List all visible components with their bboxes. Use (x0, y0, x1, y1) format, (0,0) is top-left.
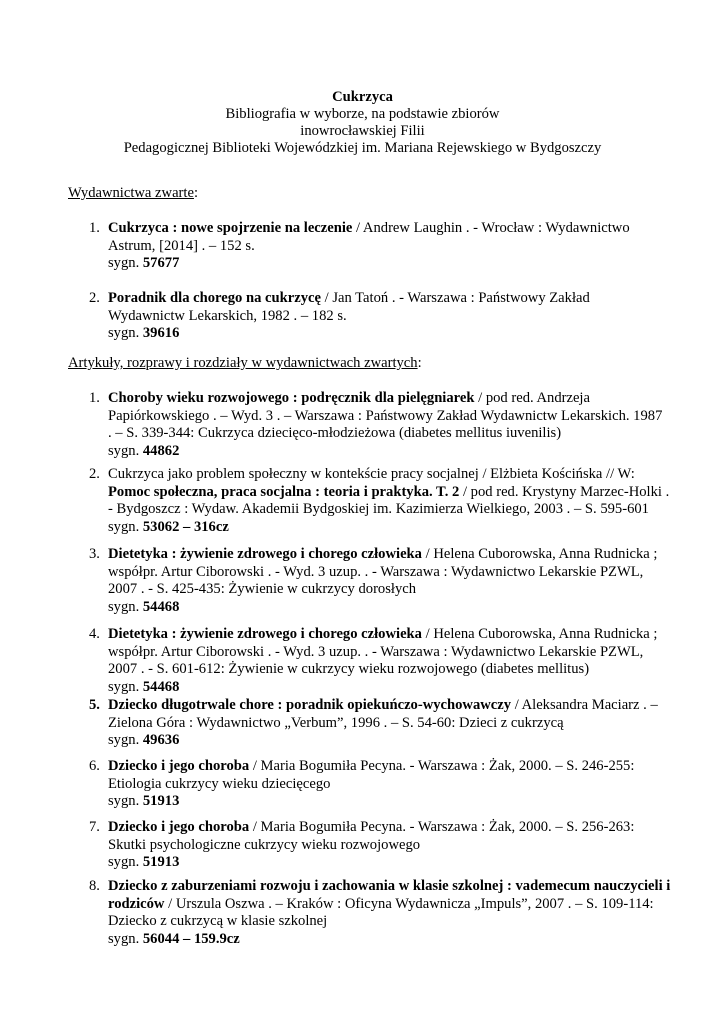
entry-line (108, 390, 688, 408)
entry-segment: Papiórkowskiego . – Wyd. 3 . – Warszawa : Państwowy Zakład Wydawnictw Lekarskich. 1987 (108, 407, 663, 424)
entry-text (108, 466, 688, 536)
entry-line (108, 290, 688, 308)
entry-segment: Dziecko z cukrzycą w klasie szkolnej (108, 913, 328, 929)
entry-number: 5. (89, 697, 100, 713)
entry-number: 4. (89, 626, 100, 642)
subtitle-line-3: Pedagogicznej Biblioteki Wojewódzkiej im. Mariana Rejewskiego w Bydgoszczy (123, 140, 602, 156)
entry-text (108, 290, 688, 343)
entry-line (108, 443, 688, 461)
entry-line (108, 238, 688, 256)
entry-segment: / Urszula Oszwa . – Kraków : Oficyna Wydawnicza „Impuls”, 2007 . – S. 109-114: (164, 895, 654, 912)
entry-segment: sygn. (108, 732, 143, 748)
entry-number: 1. (89, 390, 100, 406)
entry-segment: - Bydgoszcz : Wydaw. Akademii Bydgoskiej im. Kazimierza Wielkiego, 2003 . – S. 595-601 (108, 501, 649, 517)
entry-line (108, 837, 688, 855)
entry-segment: sygn. (108, 325, 143, 341)
entry-line (108, 697, 688, 715)
entry-line (108, 626, 688, 644)
entry-segment: Astrum, [2014] . – 152 s. (108, 237, 255, 254)
entry-bold-segment: Choroby wieku rozwojowego : podręcznik dla pielęgniarek (108, 390, 475, 406)
entry-line (108, 484, 688, 502)
entry-line (108, 308, 688, 326)
entry-line (108, 255, 688, 273)
entry-segment: współpr. Artur Ciborowski . - Wyd. 3 uzup. . - Warszawa : Wydawnictwo Lekarskie PZWL, (108, 643, 644, 660)
entry-segment: / Maria Bogumiła Pecyna. - Warszawa : Żak, 2000. – S. 246-255: (249, 758, 635, 774)
entry-line (108, 878, 688, 896)
section-heading-books (68, 184, 198, 202)
section-heading-colon: : (417, 355, 422, 371)
entry-text (108, 758, 688, 811)
entry-segment: Zielona Góra : Wydawnictwo „Verbum”, 1996 . – S. 54-60: Dzieci z cukrzycą (108, 714, 564, 731)
entry-line (108, 325, 688, 343)
entry-segment: sygn. (108, 854, 143, 870)
entry-number: 2. (89, 466, 100, 482)
entry-line (108, 425, 688, 443)
entry-line (108, 715, 688, 733)
entry-bold-segment: 54468 (142, 678, 180, 695)
entry-line (108, 854, 688, 872)
entry-number: 2. (89, 290, 100, 306)
entry-line (108, 564, 688, 582)
entry-line (108, 466, 688, 484)
entry-bold-segment: Dziecko długotrwale chore : poradnik opiekuńczo-wychowawczy (108, 697, 512, 713)
entry-segment: sygn. (108, 930, 143, 947)
entry-line (108, 220, 688, 238)
entry-line (108, 599, 688, 617)
entry-segment: Skutki psychologiczne cukrzycy wieku rozwojowego (108, 836, 421, 853)
entry-segment: sygn. (108, 598, 143, 615)
entry-line (108, 501, 688, 519)
entry-bold-segment: Dziecko i jego choroba (108, 819, 250, 835)
entry-bold-segment: Dietetyka : żywienie zdrowego i chorego człowieka (108, 546, 422, 562)
entry-bold-segment: 53062 – 316cz (142, 518, 229, 535)
entry-bold-segment: 56044 – 159.9cz (142, 930, 240, 947)
entry-line (108, 581, 688, 599)
entry-segment: sygn. (108, 678, 143, 695)
entry-number: 3. (89, 546, 100, 562)
subtitle-line-1: Bibliografia w wyborze, na podstawie zbiorów (225, 106, 500, 122)
entry-line (108, 679, 688, 697)
entry-line (108, 819, 688, 837)
entry-line (108, 776, 688, 794)
entry-line (108, 758, 688, 776)
entry-bold-segment: 44862 (142, 442, 180, 459)
section-heading-text: Wydawnictwa zwarte (68, 185, 194, 201)
entry-bold-segment: 51913 (142, 793, 180, 809)
entry-line (108, 793, 688, 811)
entry-text (108, 546, 688, 616)
entry-text (108, 819, 688, 872)
entry-segment: / pod red. Andrzeja (474, 390, 590, 406)
entry-number: 7. (89, 819, 100, 835)
entry-segment: / Jan Tatoń . - Warszawa : Państwowy Zakład (320, 290, 590, 306)
entry-segment: / Maria Bogumiła Pecyna. - Warszawa : Żak, 2000. – S. 256-263: (249, 819, 635, 835)
entry-segment: 2007 . - S. 425-435: Żywienie w cukrzycy dorosłych (108, 581, 417, 597)
entry-segment: / Aleksandra Maciarz . – (511, 697, 658, 713)
entry-text (108, 390, 688, 460)
entry-bold-segment: 54468 (142, 598, 180, 615)
entry-segment: Etiologia cukrzycy wieku dziecięcego (108, 775, 331, 792)
entry-segment: / Helena Cuborowska, Anna Rudnicka ; (421, 626, 658, 642)
entry-bold-segment: Dziecko i jego choroba (108, 758, 250, 774)
entry-segment: . – S. 339-344: Cukrzyca dziecięco-młodzieżowa (diabetes mellitus iuvenilis) (108, 425, 562, 441)
entry-segment: sygn. (108, 442, 143, 459)
entry-line (108, 644, 688, 662)
entry-segment: sygn. (108, 793, 143, 809)
section-heading-articles (68, 354, 422, 372)
entry-segment: / Helena Cuborowska, Anna Rudnicka ; (421, 546, 658, 562)
entry-segment: / Andrew Laughin . - Wrocław : Wydawnictwo (352, 220, 630, 236)
entry-line (108, 408, 688, 426)
entry-text (108, 626, 688, 696)
entry-line (108, 546, 688, 564)
entry-segment: Wydawnictw Lekarskich, 1982 . – 182 s. (108, 307, 347, 324)
entry-bold-segment: 39616 (142, 325, 180, 341)
subtitle-line-2: inowrocławskiej Filii (300, 123, 425, 139)
entry-bold-segment: Dziecko z zaburzeniami rozwoju i zachowania w klasie szkolnej : vademecum nauczycieli i (108, 878, 671, 894)
entry-bold-segment: Poradnik dla chorego na cukrzycę (108, 290, 321, 306)
entry-segment: Cukrzyca jako problem społeczny w kontekście pracy socjalnej / Elżbieta Kościńska // W: (108, 466, 635, 482)
entry-line (108, 732, 688, 750)
section-heading-text: Artykuły, rozprawy i rozdziały w wydawnictwach zwartych (68, 355, 418, 371)
entry-segment: sygn. (108, 255, 143, 271)
entry-bold-segment: Dietetyka : żywienie zdrowego i chorego człowieka (108, 626, 422, 642)
entry-segment: 2007 . - S. 601-612: Żywienie w cukrzycy wieku rozwojowego (diabetes mellitus) (108, 661, 590, 677)
entry-text (108, 220, 688, 273)
entry-bold-segment: rodziców (108, 895, 165, 912)
entry-number: 1. (89, 220, 100, 236)
entry-bold-segment: 49636 (142, 732, 180, 748)
entry-segment: współpr. Artur Ciborowski . - Wyd. 3 uzup. . - Warszawa : Wydawnictwo Lekarskie PZWL, (108, 563, 644, 580)
entry-line (108, 661, 688, 679)
entry-text (108, 697, 688, 750)
entry-bold-segment: Pomoc społeczna, praca socjalna : teoria i praktyka. T. 2 (108, 483, 460, 500)
entry-line (108, 519, 688, 537)
entry-number: 8. (89, 878, 100, 894)
entry-line (108, 913, 688, 931)
entry-bold-segment: 57677 (142, 255, 180, 271)
entry-bold-segment: Cukrzyca : nowe spojrzenie na leczenie (108, 220, 353, 236)
entry-line (108, 931, 688, 949)
entry-line (108, 896, 688, 914)
document-title: Cukrzyca (332, 89, 393, 105)
entry-segment: / pod red. Krystyny Marzec-Holki . (459, 483, 670, 500)
section-heading-colon: : (193, 185, 199, 201)
entry-text (108, 878, 688, 948)
entry-segment: sygn. (108, 518, 143, 535)
entry-number: 6. (89, 758, 100, 774)
entry-bold-segment: 51913 (142, 854, 180, 870)
